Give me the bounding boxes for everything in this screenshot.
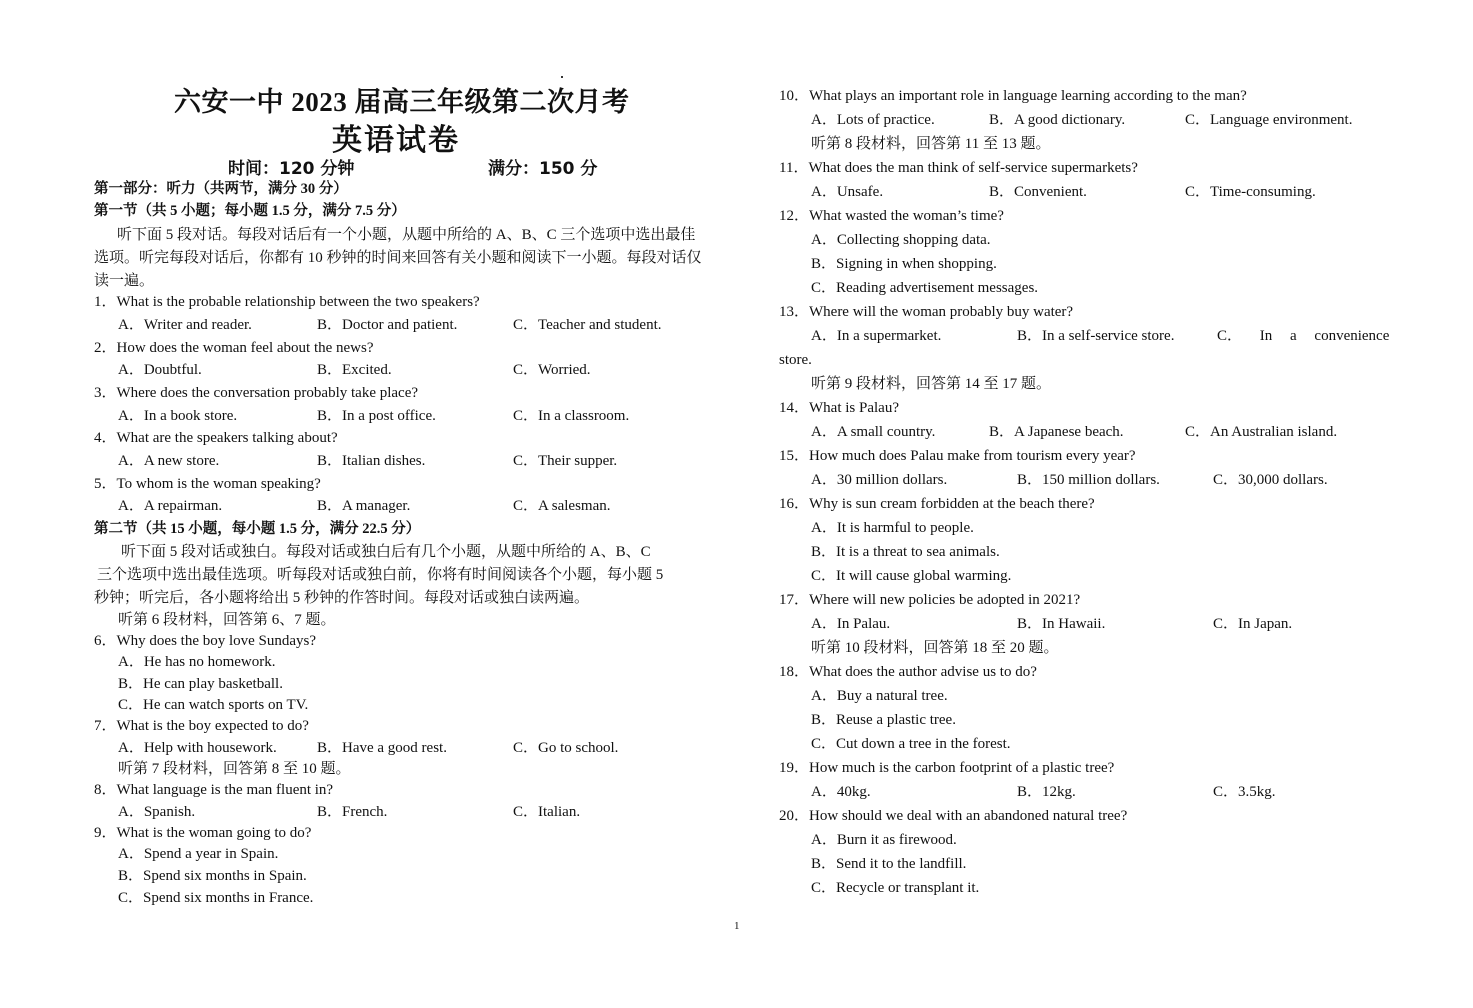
option-c-continued: store.	[779, 352, 812, 368]
option-a: A．Lots of practice.	[811, 112, 935, 128]
option-a: A．It is harmful to people.	[811, 520, 974, 536]
option-c: C．A salesman.	[513, 498, 611, 514]
option-c: C．In Japan.	[1213, 616, 1293, 632]
option-b: B．Italian dishes.	[317, 453, 426, 469]
question-stem: 16．Why is sun cream forbidden at the beach there?	[779, 496, 1095, 512]
section1-instruction-line: 听下面 5 段对话。每段对话后有一个小题，从题中所给的 A、B、C 三个选项中选出最佳	[117, 227, 696, 243]
question-stem: 15．How much does Palau make from tourism every year?	[779, 448, 1136, 464]
part1-title: 第一部分：听力（共两节，满分 30 分）	[94, 181, 348, 197]
option-b: B．150 million dollars.	[1017, 472, 1160, 488]
listening-note: 听第 10 段材料，回答第 18 至 20 题。	[811, 640, 1059, 656]
option-b: B．He can play basketball.	[118, 676, 283, 692]
option-b: B．Convenient.	[989, 184, 1087, 200]
question-stem: 13．Where will the woman probably buy water?	[779, 304, 1074, 320]
question-stem: 9．What is the woman going to do?	[94, 825, 312, 841]
question-stem: 18．What does the author advise us to do?	[779, 664, 1037, 680]
question-stem: 11．What does the man think of self-service supermarkets?	[779, 160, 1138, 176]
option-a: A．Unsafe.	[811, 184, 884, 200]
listening-note: 听第 7 段材料，回答第 8 至 10 题。	[118, 761, 351, 777]
option-b: B．In a self-service store.	[1017, 328, 1175, 344]
option-a: A．In a supermarket.	[811, 328, 942, 344]
option-b: B．Signing in when shopping.	[811, 256, 997, 272]
section1-instruction-line: 选项。听完每段对话后，你都有 10 秒钟的时间来回答有关小题和阅读下一小题。每段对话仅	[94, 250, 702, 266]
question-stem: 19．How much is the carbon footprint of a plastic tree?	[779, 760, 1115, 776]
option-a: A．In Palau.	[811, 616, 891, 632]
option-c: C．Time-consuming.	[1185, 184, 1316, 200]
exam-subtitle: 英语试卷	[332, 124, 460, 157]
question-stem: 10．What plays an important role in language learning according to the man?	[779, 88, 1247, 104]
option-b: B．Reuse a plastic tree.	[811, 712, 956, 728]
option-c: C．Teacher and student.	[513, 317, 662, 333]
option-c: C．In a classroom.	[513, 408, 630, 424]
option-c: C．An Australian island.	[1185, 424, 1338, 440]
option-b: B．Have a good rest.	[317, 740, 447, 756]
listening-note: 听第 6 段材料，回答第 6、7 题。	[118, 612, 336, 628]
section2-instruction-line: 听下面 5 段对话或独白。每段对话或独白后有几个小题，从题中所给的 A、B、C	[121, 544, 651, 560]
option-b: B．French.	[317, 804, 388, 820]
option-c: C．3.5kg.	[1213, 784, 1276, 800]
option-a: A．In a book store.	[118, 408, 238, 424]
question-stem: 17．Where will new policies be adopted in 2021?	[779, 592, 1081, 608]
option-c: C．Italian.	[513, 804, 581, 820]
question-stem: 5．To whom is the woman speaking?	[94, 476, 321, 492]
option-a: A．Spend a year in Spain.	[118, 846, 279, 862]
option-c: C．Cut down a tree in the forest.	[811, 736, 1011, 752]
exam-title: 六安一中 2023 届高三年级第二次月考	[174, 87, 630, 117]
speck	[561, 76, 563, 78]
option-a: A．Writer and reader.	[118, 317, 252, 333]
option-a: A．A small country.	[811, 424, 936, 440]
option-b: B．A good dictionary.	[989, 112, 1126, 128]
option-a: A．40kg.	[811, 784, 871, 800]
section2-instruction-line: 秒钟；听完后，各小题将给出 5 秒钟的作答时间。每段对话或独白读两遍。	[94, 590, 590, 606]
option-a: A．Buy a natural tree.	[811, 688, 948, 704]
option-c: C．Spend six months in France.	[118, 890, 314, 906]
option-b: B．Excited.	[317, 362, 392, 378]
option-b: B．It is a threat to sea animals.	[811, 544, 1000, 560]
option-c: C．Recycle or transplant it.	[811, 880, 980, 896]
question-stem: 8．What language is the man fluent in?	[94, 782, 334, 798]
option-c: C．30,000 dollars.	[1213, 472, 1328, 488]
section1-instruction-line: 读一遍。	[94, 273, 155, 289]
option-a: A．Spanish.	[118, 804, 196, 820]
option-a: A．He has no homework.	[118, 654, 276, 670]
option-c: C．Go to school.	[513, 740, 619, 756]
score-label: 满分：150 分	[488, 159, 598, 179]
question-stem: 20．How should we deal with an abandoned natural tree?	[779, 808, 1128, 824]
option-c: C．Their supper.	[513, 453, 618, 469]
question-stem: 4．What are the speakers talking about?	[94, 430, 338, 446]
section1-title: 第一节（共 5 小题；每小题 1.5 分，满分 7.5 分）	[94, 203, 406, 219]
option-c: C．He can watch sports on TV.	[118, 697, 309, 713]
option-c: C．Worried.	[513, 362, 591, 378]
option-a: A．A repairman.	[118, 498, 223, 514]
time-label: 时间：120 分钟	[228, 159, 355, 179]
option-b: B．In a post office.	[317, 408, 436, 424]
listening-note: 听第 9 段材料，回答第 14 至 17 题。	[811, 376, 1052, 392]
option-c: C．It will cause global warming.	[811, 568, 1012, 584]
question-stem: 1．What is the probable relationship between the two speakers?	[94, 294, 480, 310]
question-stem: 3．Where does the conversation probably take place?	[94, 385, 419, 401]
listening-note: 听第 8 段材料，回答第 11 至 13 题。	[811, 136, 1051, 152]
section2-instruction-line: 三个选项中选出最佳选项。听每段对话或独白前，你将有时间阅读各个小题，每小题 5	[97, 567, 664, 583]
question-stem: 7．What is the boy expected to do?	[94, 718, 309, 734]
option-a: A．Help with housework.	[118, 740, 277, 756]
option-c: C．Language environment.	[1185, 112, 1353, 128]
page-number: 1	[734, 920, 740, 932]
question-stem: 6．Why does the boy love Sundays?	[94, 633, 317, 649]
option-a: A．30 million dollars.	[811, 472, 948, 488]
option-b: B．A Japanese beach.	[989, 424, 1124, 440]
section2-title: 第二节（共 15 小题，每小题 1.5 分，满分 22.5 分）	[94, 521, 421, 537]
option-b: B．A manager.	[317, 498, 411, 514]
option-c: C．Reading advertisement messages.	[811, 280, 1039, 296]
option-a: A．Collecting shopping data.	[811, 232, 991, 248]
option-b: B．Send it to the landfill.	[811, 856, 967, 872]
option-a: A．Doubtful.	[118, 362, 202, 378]
option-a: A．Burn it as firewood.	[811, 832, 957, 848]
option-c: C． In a convenience	[1217, 328, 1390, 344]
option-a: A．A new store.	[118, 453, 220, 469]
question-stem: 14．What is Palau?	[779, 400, 899, 416]
option-b: B．Doctor and patient.	[317, 317, 458, 333]
option-b: B．Spend six months in Spain.	[118, 868, 307, 884]
option-b: B．In Hawaii.	[1017, 616, 1106, 632]
question-stem: 12．What wasted the woman’s time?	[779, 208, 1004, 224]
option-b: B．12kg.	[1017, 784, 1076, 800]
question-stem: 2．How does the woman feel about the news?	[94, 340, 374, 356]
